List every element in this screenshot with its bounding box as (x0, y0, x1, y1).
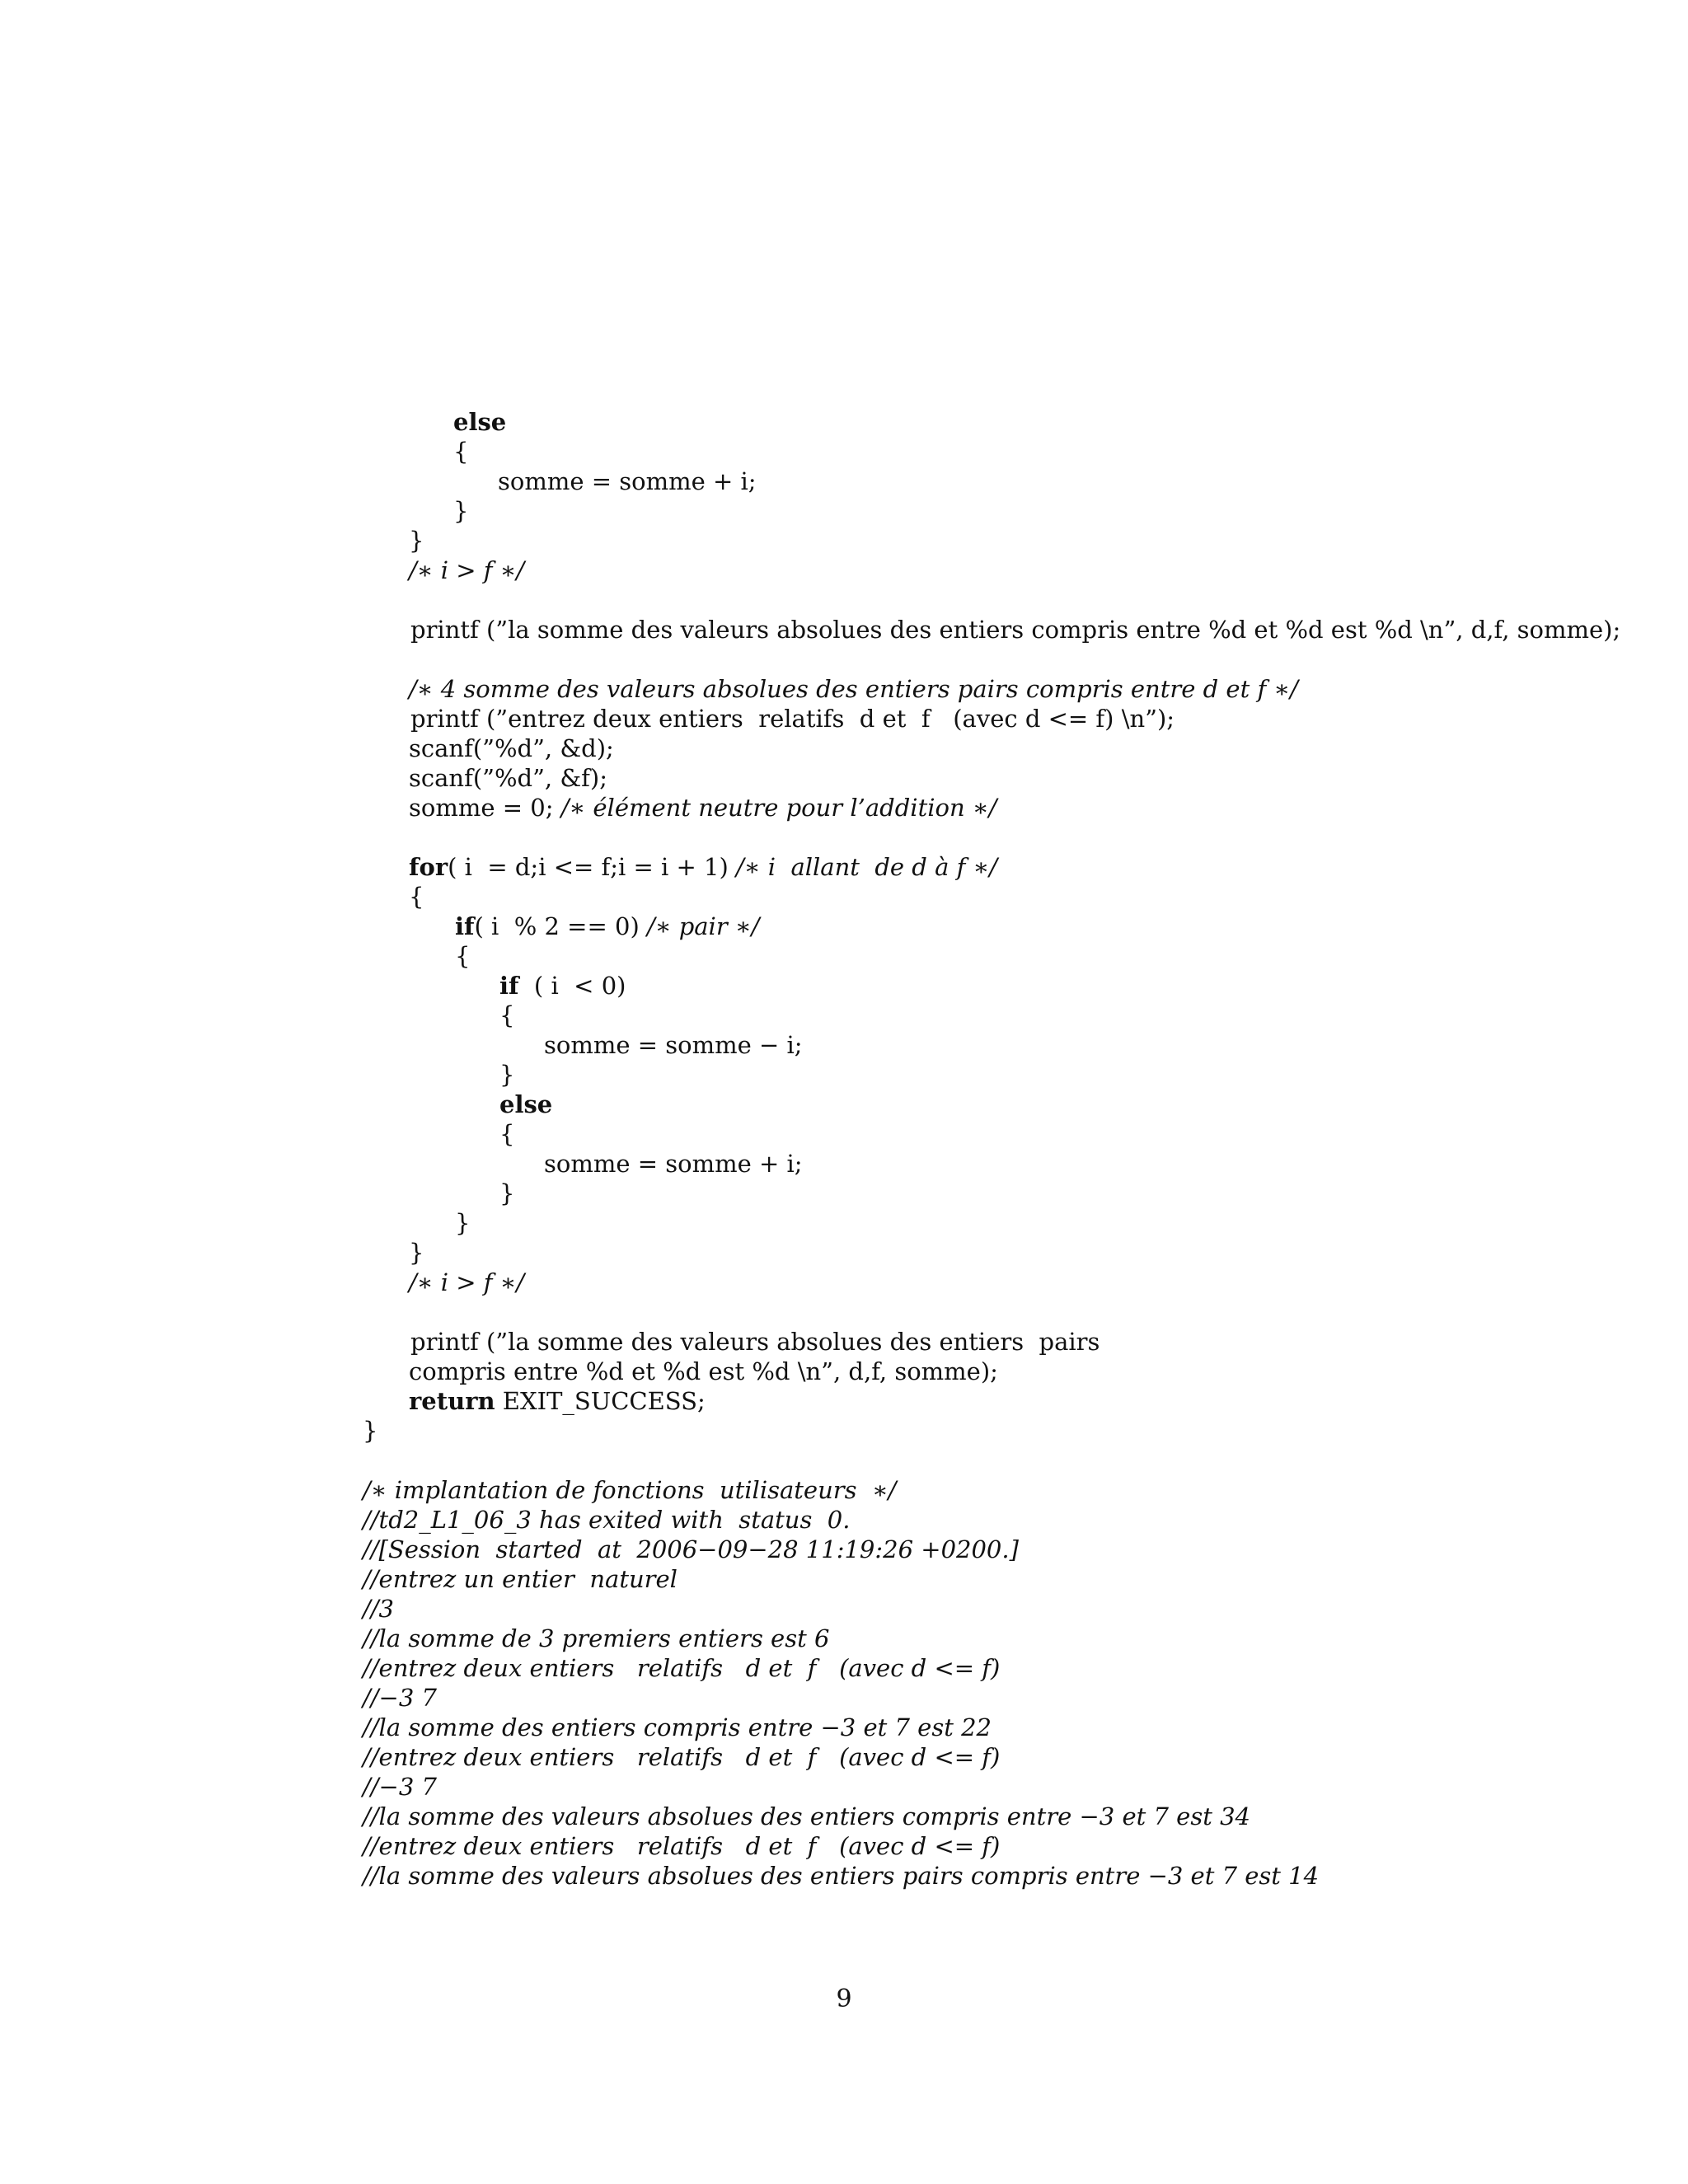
code-token: //[Session started at 2006−09−28 11:19:26 +0200.] (363, 1535, 1019, 1563)
code-line (410, 1327, 1100, 1357)
code-line (410, 615, 1620, 644)
code-line (363, 1416, 377, 1446)
code-line (363, 1802, 1250, 1831)
code-line (455, 1208, 470, 1238)
code-line (499, 1060, 514, 1090)
code-line (363, 1475, 896, 1505)
code-token: } (409, 1239, 424, 1267)
code-line (363, 1564, 678, 1594)
code-line (409, 793, 996, 823)
code-token: //3 (363, 1595, 394, 1623)
code-token: compris entre %d et %d est %d \n”, d,f, somme); (409, 1357, 998, 1385)
code-line (409, 882, 424, 912)
code-line (453, 437, 468, 466)
code-token: /∗ 4 somme des valeurs absolues des entiers pairs compris entre d et f ∗/ (409, 675, 1298, 703)
code-token: if (455, 912, 475, 940)
code-line (363, 1594, 394, 1624)
code-token: } (363, 1417, 378, 1445)
code-line (544, 1030, 803, 1060)
code-line (455, 941, 470, 971)
code-token: printf (”la somme des valeurs absolues des entiers compris entre %d et %d est %d \n”, d,f, somme); (410, 616, 1621, 644)
code-line (409, 1357, 998, 1386)
code-line (453, 496, 468, 526)
code-token: { (499, 1001, 515, 1029)
code-token: return (409, 1387, 495, 1415)
code-line (544, 1149, 803, 1179)
code-line (409, 526, 424, 555)
code-line (363, 1624, 829, 1653)
code-token: else (453, 408, 507, 436)
code-line (409, 733, 614, 763)
code-token: //la somme des valeurs absolues des entiers compris entre −3 et 7 est 34 (363, 1802, 1250, 1830)
code-line (498, 466, 757, 496)
code-token: somme = somme + i; (498, 467, 757, 495)
code-line (363, 1742, 1000, 1772)
code-token: somme = somme + i; (544, 1150, 803, 1178)
code-token: } (499, 1179, 515, 1207)
code-token: //entrez deux entiers relatifs d et f (avec d <= f) (363, 1832, 1001, 1860)
code-token: ( i < 0) (518, 972, 626, 1000)
code-line (409, 674, 1298, 704)
code-line (363, 1831, 1000, 1861)
code-token: somme = 0; (409, 794, 561, 822)
code-line (453, 407, 506, 437)
code-line (409, 1238, 424, 1268)
code-line (499, 1001, 514, 1030)
code-token: //la somme de 3 premiers entiers est 6 (363, 1624, 830, 1652)
code-token: } (499, 1061, 515, 1089)
code-token: } (409, 527, 424, 555)
code-token: //−3 7 (363, 1684, 437, 1712)
code-token: EXIT_SUCCESS; (495, 1387, 706, 1415)
code-token: ( i % 2 == 0) (474, 912, 647, 940)
code-token: /∗ élément neutre pour l’addition ∗/ (560, 794, 997, 822)
code-line (410, 704, 1175, 733)
code-token: //entrez deux entiers relatifs d et f (avec d <= f) (363, 1743, 1001, 1771)
code-token: somme = somme − i; (544, 1031, 803, 1059)
code-line (363, 1535, 1019, 1564)
code-token: /∗ i > f ∗/ (409, 1268, 525, 1296)
code-token: { (499, 1120, 515, 1148)
code-line (499, 971, 626, 1001)
code-token: //entrez un entier naturel (363, 1565, 678, 1593)
code-token: } (453, 497, 469, 525)
code-line (363, 1505, 850, 1535)
code-token: scanf(”%d”, &d); (409, 734, 614, 762)
code-token: /∗ pair ∗/ (647, 912, 760, 940)
code-token: scanf(”%d”, &f); (409, 764, 607, 792)
code-line (363, 1713, 992, 1742)
code-line (499, 1179, 514, 1208)
code-line (409, 1386, 706, 1416)
code-line (363, 1653, 1000, 1683)
code-line (499, 1090, 552, 1119)
code-token: /∗ implantation de fonctions utilisateurs ∗/ (363, 1476, 897, 1504)
code-token: for (409, 853, 448, 881)
code-token: printf (”entrez deux entiers relatifs d et f (avec d <= f) \n”); (410, 705, 1175, 733)
code-line (409, 555, 524, 585)
code-token: /∗ i > f ∗/ (409, 556, 525, 584)
code-line (363, 1683, 437, 1713)
code-token: /∗ i allant de d à f ∗/ (736, 853, 998, 881)
code-line (409, 852, 997, 882)
code-token: //entrez deux entiers relatifs d et f (avec d <= f) (363, 1654, 1001, 1682)
code-token: { (455, 942, 471, 970)
code-token: ( i = d;i <= f;i = i + 1) (448, 853, 737, 881)
code-line (363, 1861, 1319, 1891)
code-token: printf (”la somme des valeurs absolues des entiers pairs (410, 1328, 1100, 1356)
page-number: 9 (836, 1985, 852, 2013)
code-token: //−3 7 (363, 1773, 437, 1801)
code-token: if (499, 972, 519, 1000)
code-token: } (455, 1209, 471, 1237)
code-token: { (409, 883, 424, 911)
code-line (409, 1268, 524, 1297)
code-line (409, 763, 607, 793)
code-line (499, 1119, 514, 1149)
code-token: //la somme des valeurs absolues des entiers pairs compris entre −3 et 7 est 14 (363, 1862, 1320, 1890)
code-token: //la somme des entiers compris entre −3 et 7 est 22 (363, 1713, 992, 1741)
code-token: else (499, 1090, 553, 1118)
code-token: { (453, 438, 469, 466)
code-line (455, 912, 759, 941)
code-token: //td2_L1_06_3 has exited with status 0. (363, 1506, 851, 1534)
code-line (363, 1772, 437, 1802)
